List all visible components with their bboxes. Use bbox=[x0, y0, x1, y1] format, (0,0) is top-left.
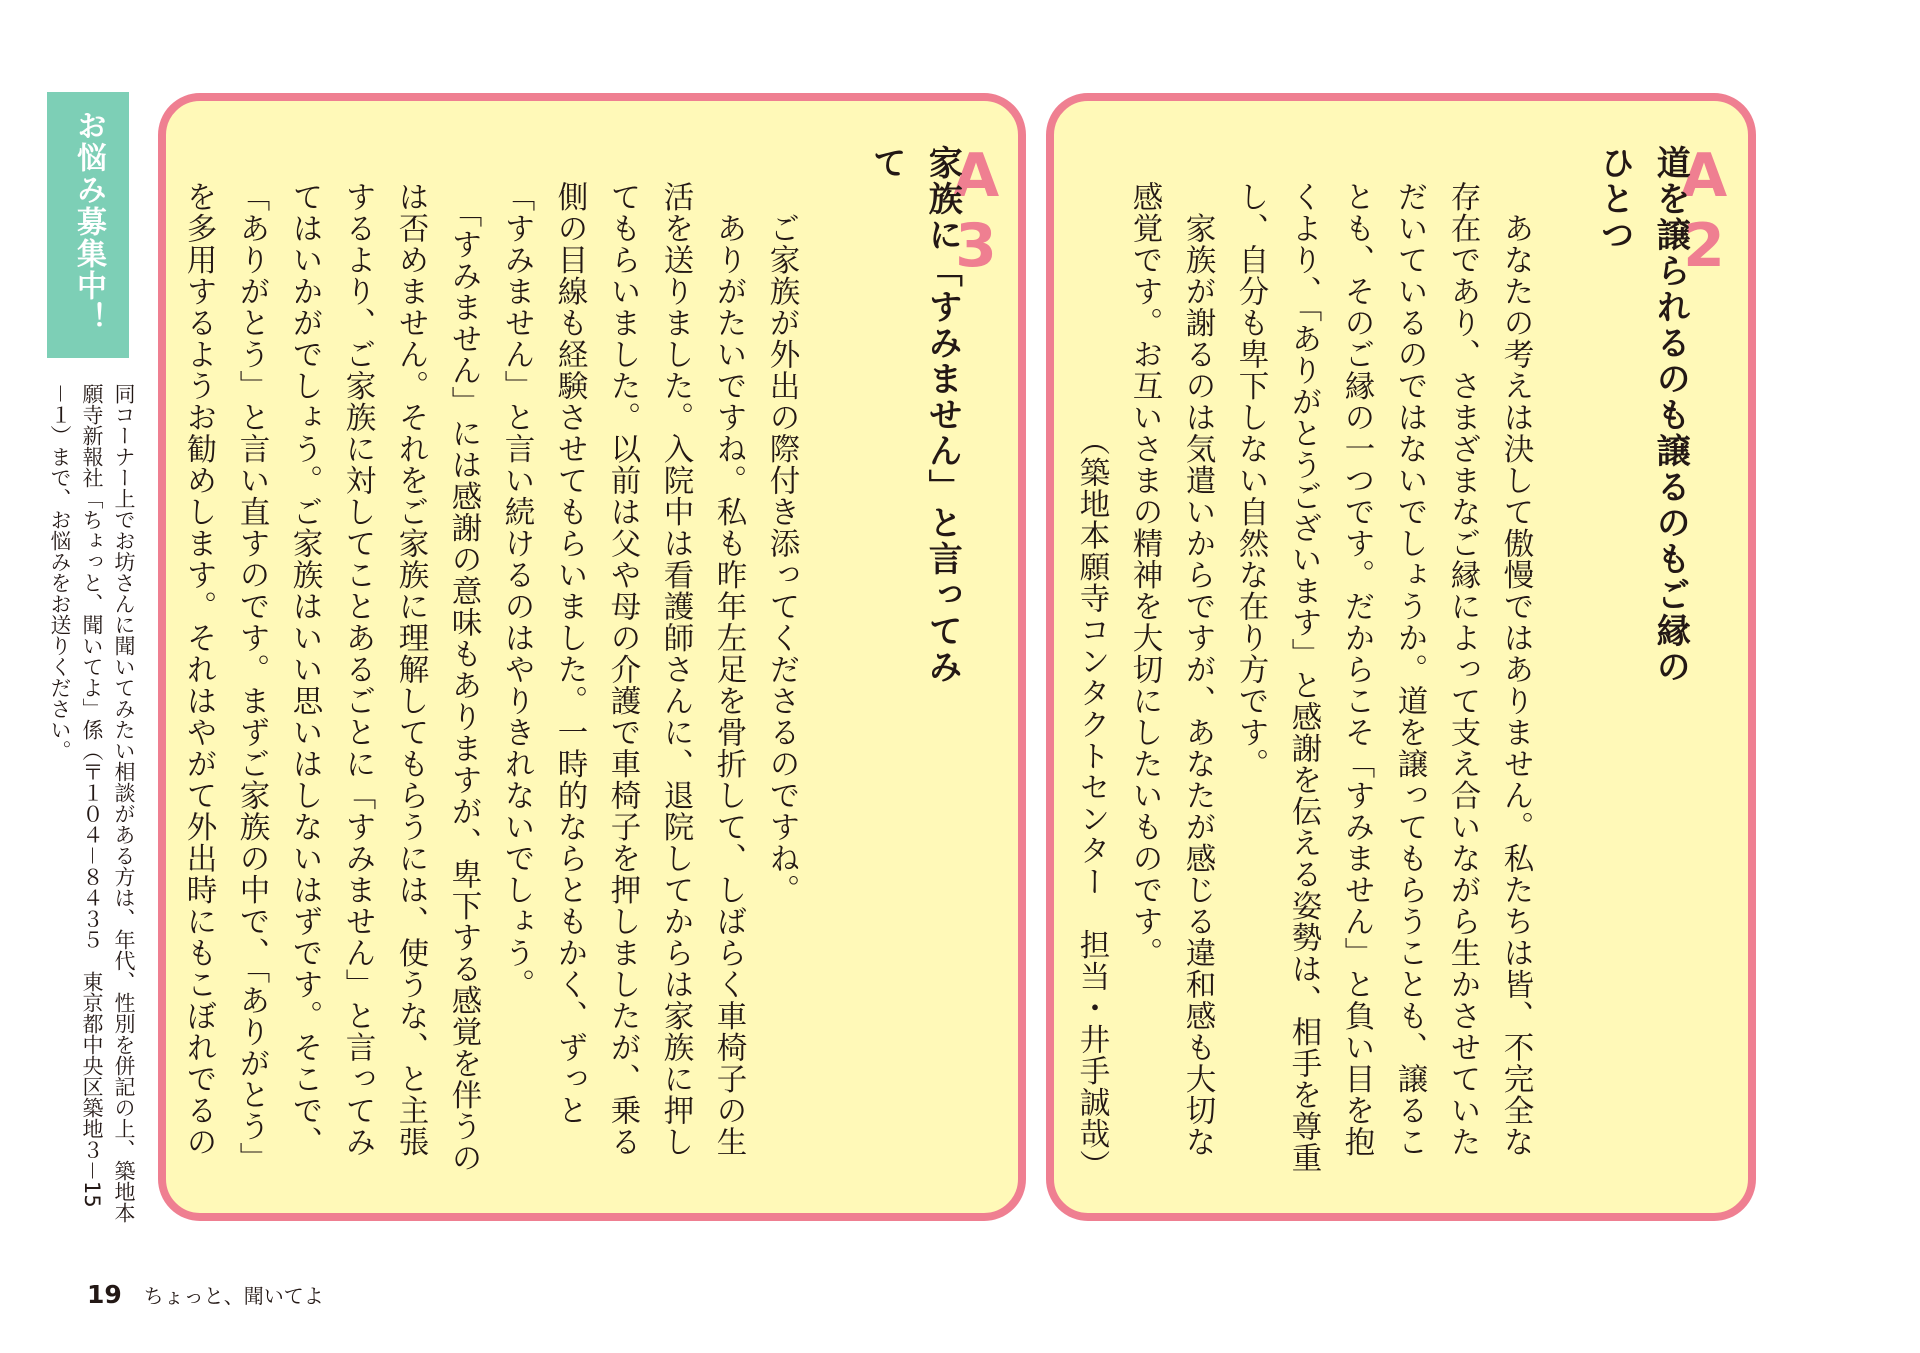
answer-label-a2: A2 bbox=[1669, 141, 1739, 281]
answer-panel-a3 bbox=[158, 93, 1026, 1221]
publication-title: ちょっと、聞いてよ bbox=[143, 1284, 324, 1308]
answer-label-a3: A3 bbox=[941, 141, 1011, 281]
answer-title-a3: 家族に「すみません」と言ってみて bbox=[866, 145, 963, 685]
answer-body-a3 bbox=[180, 181, 808, 1181]
answer-body-a2 bbox=[1064, 181, 1542, 1181]
answer-paragraph: ご家族が外出の際付き添ってくださるのですね。 bbox=[764, 181, 799, 906]
author-signature: （築地本願寺コンタクトセンター 担当・井手誠哉） bbox=[1074, 425, 1109, 1181]
answer-paragraph: ありがたいですね。私も昨年左足を骨折して、しばらく車椅子の生活を送りました。入院中は看護師さんに、退院してからは家族に押してもらいました。以前は父や母の介護で車椅子を押しましたが、乗る側の目線も経験させてもらいました。一時的ならともかく、ずっと「すみません」と言い続けるのはやりきれないでしょう。 bbox=[499, 181, 746, 1158]
page-number: 19 bbox=[87, 1280, 122, 1309]
answer-title-a2: 道を譲られるのも譲るのもご縁のひとつ bbox=[1594, 145, 1691, 685]
submission-note: 同コーナー上でお坊さんに聞いてみたい相談がある方は、年代、性別を併記の上、築地本願寺新報社「ちょっと、聞いてよ」係（〒１０４－８４３５ 東京都中央区築地３－15－１）まで、お悩みをお送りください。 bbox=[48, 383, 136, 1223]
answer-paragraph: 家族が謝るのは気遣いからですが、あなたが感じる違和感も大切な感覚です。お互いさまの精神を大切にしたいものです。 bbox=[1127, 181, 1215, 1158]
answer-panel-a2 bbox=[1046, 93, 1756, 1221]
recruiting-label: お悩み募集中！ bbox=[71, 110, 106, 334]
answer-paragraph: 「すみません」には感謝の意味もありますが、卑下する感覚を伴うのは否めません。それをご家族に理解してもらうには、使うな、と主張するより、ご家族に対してことあるごとに「すみません」と言ってみてはいかがでしょう。ご家族はいい思いはしないはずです。そこで、「ありがとう」と言い直すのです。まずご家族の中で、「ありがとう」を多用するようお勧めします。それはやがて外出時にもこぼれでるの bbox=[181, 181, 481, 1174]
side-tab bbox=[47, 92, 129, 358]
answer-paragraph: あなたの考えは決して傲慢ではありません。私たちは皆、不完全な存在であり、さまざまなご縁によって支え合いながら生かさせていただいているのではないでしょうか。道を譲ってもらうことも、譲ることも、そのご縁の一つです。だからこそ「すみません」と負い目を抱くより、「ありがとうございます」と感謝を伝える姿勢は、相手を尊重し、自分も卑下しない自然な在り方です。 bbox=[1233, 181, 1533, 1174]
page-footer bbox=[87, 1280, 324, 1309]
